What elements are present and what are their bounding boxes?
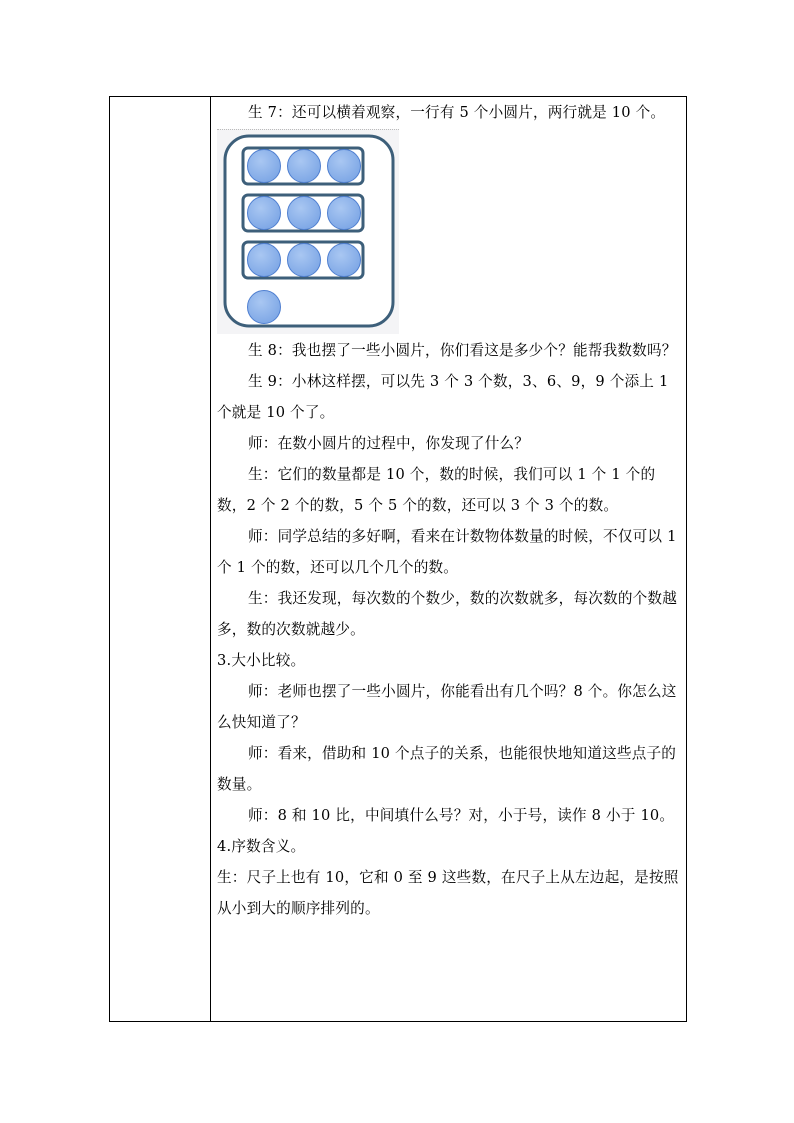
section-heading: 4.序数含义。 [217, 838, 306, 855]
counting-circle [248, 291, 281, 324]
paragraph: 师：看来，借助和 10 个点子的关系，也能很快地知道这些点子的数量。 [217, 745, 677, 793]
section-heading: 3.大小比较。 [217, 652, 306, 669]
paragraph: 师：8 和 10 比，中间填什么号？对，小于号，读作 8 小于 10。 [248, 807, 675, 824]
paragraph: 生：尺子上也有 10，它和 0 至 9 这些数，在尺子上从左边起，是按照从小到大的顺序排列的。 [217, 869, 679, 917]
counting-circle [328, 150, 361, 183]
counting-circle [248, 197, 281, 230]
counting-circles-figure [217, 129, 399, 334]
column-divider [210, 97, 211, 1021]
lesson-content [217, 97, 679, 924]
counting-circles-svg [217, 130, 399, 334]
counting-circle [288, 244, 321, 277]
paragraph: 生：它们的数量都是 10 个，数的时候，我们可以 1 个 1 个的数，2 个 2 个的数，5 个 5 个的数，还可以 3 个 3 个的数。 [217, 466, 656, 514]
paragraph: 师：同学总结的多好啊，看来在计数物体数量的时候，不仅可以 1 个 1 个的数，还可以几个几个的数。 [217, 528, 677, 576]
paragraph: 生 8：我也摆了一些小圆片，你们看这是多少个？能帮我数数吗？ [248, 342, 677, 359]
counting-circle [288, 197, 321, 230]
paragraph: 师：老师也摆了一些小圆片，你能看出有几个吗？8 个。你怎么这么快知道了？ [217, 683, 677, 731]
counting-circle [248, 150, 281, 183]
paragraph: 生 9：小林这样摆，可以先 3 个 3 个数，3、6、9，9 个添上 1 个就是 10 个了。 [217, 373, 669, 421]
counting-circle [288, 150, 321, 183]
paragraph: 师：在数小圆片的过程中，你发现了什么？ [248, 435, 530, 452]
paragraph: 生 7：还可以横着观察，一行有 5 个小圆片，两行就是 10 个。 [248, 104, 666, 121]
counting-circle [328, 197, 361, 230]
lesson-table [109, 96, 687, 1022]
counting-circle [248, 244, 281, 277]
counting-circle [328, 244, 361, 277]
paragraph: 生：我还发现，每次数的个数少，数的次数就多，每次数的个数越多，数的次数就越少。 [217, 590, 678, 638]
